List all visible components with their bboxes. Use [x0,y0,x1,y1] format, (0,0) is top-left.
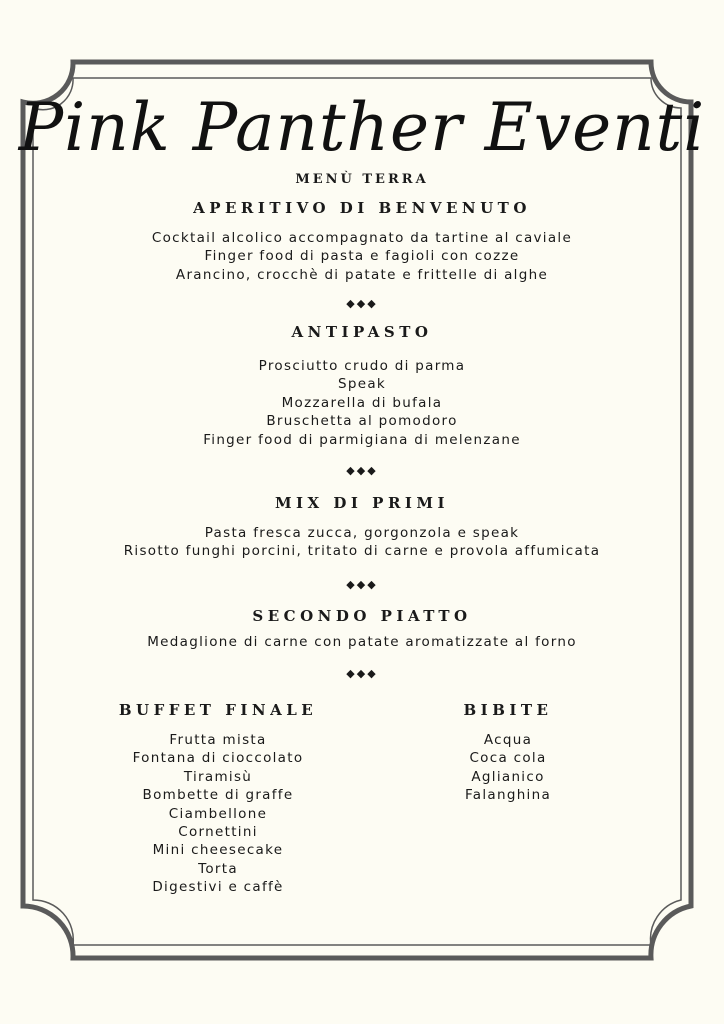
list-item: Frutta mista [169,732,267,748]
list-item: Pasta fresca zucca, gorgonzola e speak [204,525,520,541]
section-items-aperitivo [0,229,724,284]
diamond-divider-icon: ◆◆◆ [346,464,378,477]
section-heading-primi: MIX DI PRIMI [274,494,450,512]
list-item: Mozzarella di bufala [281,394,443,411]
list-item: Speak [337,376,387,393]
list-item: Aglianico [471,768,545,785]
section-items-bibite [418,731,598,805]
section-heading-bibite: BIBITE [463,701,553,719]
list-item: Ciambellone [168,805,268,822]
list-item: Finger food di parmigiana di melenzane [203,431,521,448]
section-items-secondo [0,633,724,651]
diamond-divider-icon: ◆◆◆ [346,297,378,310]
list-item: Bombette di graffe [142,787,294,804]
list-item: Medaglione di carne con patate aromatizzate al forno [147,634,577,650]
list-item: Bruschetta al pomodoro [266,413,458,430]
diamond-divider-icon: ◆◆◆ [346,667,378,680]
list-item: Prosciutto crudo di parma [258,358,466,374]
list-item: Cocktail alcolico accompagnato da tartine al caviale [151,230,573,246]
section-heading-antipasto: ANTIPASTO [291,323,433,341]
list-item: Arancino, crocchè di patate e frittelle di alghe [175,266,549,283]
section-heading-buffet: BUFFET FINALE [118,701,318,719]
list-item: Mini cheesecake [152,842,284,859]
section-heading-secondo: SECONDO PIATTO [252,607,472,625]
list-item: Fontana di cioccolato [132,750,304,767]
section-items-buffet [98,731,338,897]
diamond-divider-icon: ◆◆◆ [346,578,378,591]
list-item: Torta [198,860,238,877]
list-item: Falanghina [464,787,552,804]
list-item: Finger food di pasta e fagioli con cozze [204,248,520,265]
list-item: Cornettini [178,824,258,841]
page-title: Pink Panther Eventi [18,89,706,166]
section-heading-aperitivo: APERITIVO DI BENVENUTO [193,199,531,217]
list-item: Coca cola [469,750,547,767]
list-item: Digestivi e caffè [152,879,284,896]
section-items-primi [0,524,724,561]
list-item: Tiramisù [183,768,253,785]
section-items-antipasto [0,357,724,449]
list-item: Risotto funghi porcini, tritato di carne e provola affumicata [123,543,601,560]
menu-subtitle: MENÙ TERRA [295,172,429,187]
list-item: Acqua [483,732,533,748]
